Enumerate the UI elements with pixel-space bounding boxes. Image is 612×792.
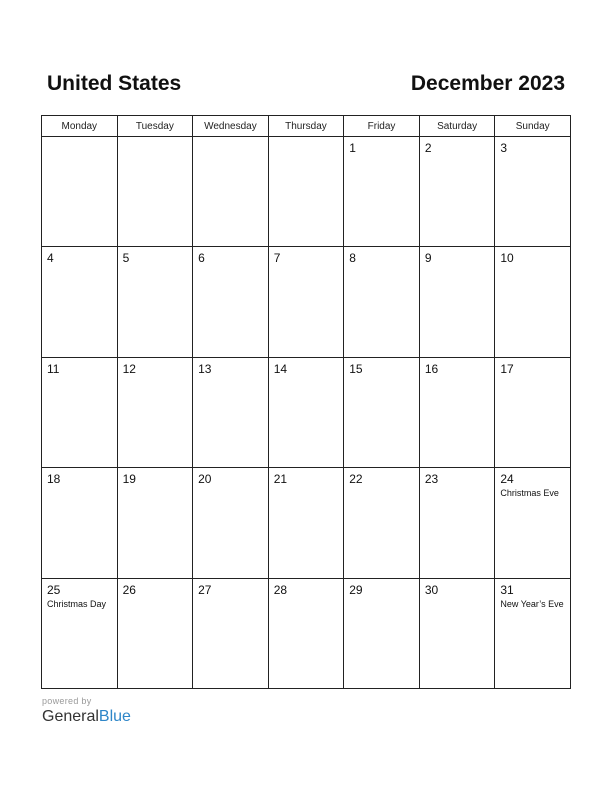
day-cell: [268, 247, 344, 357]
brand-name-general: General: [42, 708, 99, 725]
month-year-title: December 2023: [410, 72, 565, 95]
empty-day-cell: [117, 137, 193, 247]
day-number: [193, 137, 268, 141]
country-title: United States: [47, 72, 182, 95]
day-number: 24: [500, 472, 514, 487]
day-cell: [193, 247, 269, 357]
day-cell: [42, 578, 118, 688]
day-number: 15: [349, 361, 363, 376]
day-number: 31: [500, 582, 514, 597]
week-row: [42, 357, 571, 467]
day-number: [269, 137, 344, 141]
day-cell: [419, 578, 495, 688]
day-cell: [268, 357, 344, 467]
day-number: 10: [500, 251, 514, 266]
day-cell: [419, 137, 495, 247]
weekday-header: Tuesday: [117, 116, 193, 137]
day-cell: [495, 468, 571, 578]
day-cell: [344, 357, 420, 467]
day-cell: [42, 357, 118, 467]
day-number: 17: [500, 361, 514, 376]
day-cell: [268, 578, 344, 688]
day-cell: [117, 247, 193, 357]
weekday-header-row: [42, 116, 571, 137]
day-number: 5: [122, 251, 130, 266]
day-number: 11: [47, 361, 60, 376]
day-cell: [344, 468, 420, 578]
weekday-header: Monday: [42, 116, 118, 137]
day-number: 30: [424, 582, 439, 597]
day-number: 1: [349, 141, 356, 155]
day-number: [118, 137, 193, 141]
day-cell: [419, 247, 495, 357]
day-number: 8: [349, 251, 356, 266]
day-cell: [495, 247, 571, 357]
brand-name-blue: Blue: [98, 708, 131, 725]
day-number: 14: [273, 361, 288, 376]
footer-branding: [42, 696, 131, 727]
weekday-header: Wednesday: [193, 116, 269, 137]
week-row: [42, 578, 571, 688]
day-number: 20: [198, 472, 212, 487]
day-number: 18: [47, 472, 61, 487]
day-cell: [117, 578, 193, 688]
day-cell: [193, 357, 269, 467]
day-cell: [193, 468, 269, 578]
day-cell: [344, 137, 420, 247]
day-number: 4: [47, 251, 54, 266]
calendar-body: [42, 137, 571, 689]
day-cell: [42, 247, 118, 357]
day-number: 26: [122, 582, 136, 597]
weekday-header: Friday: [344, 116, 420, 137]
day-number: 2: [424, 141, 432, 155]
weekday-header: Thursday: [268, 116, 344, 137]
day-cell: [193, 578, 269, 688]
holiday-label: Christmas Eve: [500, 488, 559, 499]
day-number: 25: [47, 582, 61, 597]
empty-day-cell: [268, 137, 344, 247]
day-number: 27: [198, 582, 212, 597]
day-cell: [495, 578, 571, 688]
day-cell: [42, 468, 118, 578]
day-cell: [117, 357, 193, 467]
day-number: [42, 137, 117, 141]
empty-day-cell: [193, 137, 269, 247]
day-number: 19: [122, 472, 136, 487]
day-number: 28: [273, 582, 288, 597]
day-number: 21: [273, 472, 288, 487]
week-row: [42, 468, 571, 578]
day-number: 12: [122, 361, 136, 376]
day-cell: [419, 357, 495, 467]
day-number: 16: [424, 361, 439, 376]
day-number: 29: [349, 582, 363, 597]
day-number: 23: [424, 472, 439, 487]
weekday-header: Saturday: [419, 116, 495, 137]
day-cell: [495, 357, 571, 467]
day-number: 3: [500, 141, 508, 155]
holiday-label: Christmas Day: [47, 598, 107, 609]
week-row: [42, 247, 571, 357]
week-row: [42, 137, 571, 247]
day-number: 6: [198, 251, 205, 266]
day-cell: [419, 468, 495, 578]
powered-by-label: powered by: [42, 696, 92, 706]
day-cell: [268, 468, 344, 578]
generalblue-logo[interactable]: [42, 707, 131, 727]
weekday-header: Sunday: [495, 116, 571, 137]
day-number: 9: [424, 251, 432, 266]
empty-day-cell: [42, 137, 118, 247]
day-number: 13: [198, 361, 212, 376]
day-cell: [344, 578, 420, 688]
calendar-grid: [41, 115, 571, 689]
day-cell: [344, 247, 420, 357]
day-cell: [495, 137, 571, 247]
holiday-label: New Year’s Eve: [500, 598, 564, 609]
day-cell: [117, 468, 193, 578]
day-number: 22: [349, 472, 363, 487]
day-number: 7: [273, 251, 281, 266]
